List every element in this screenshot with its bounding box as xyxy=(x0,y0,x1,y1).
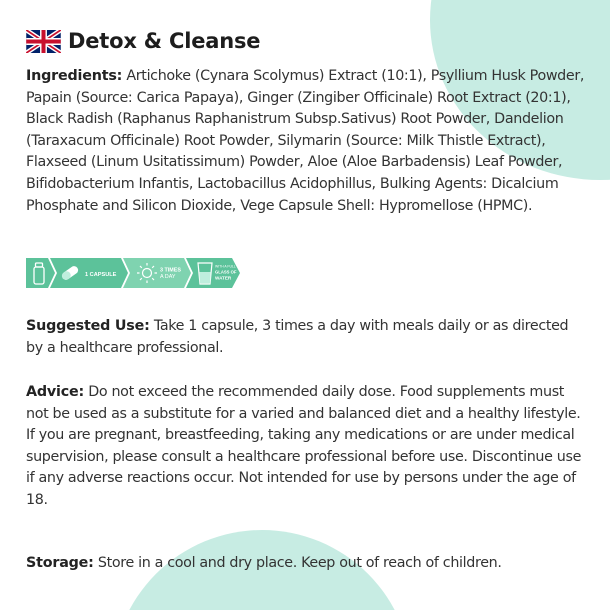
suggested-use-label: Suggested Use: xyxy=(26,318,150,334)
water-text-line3: WATER xyxy=(215,275,232,281)
capsule-text: 1 CAPSULE xyxy=(85,272,117,278)
page-title: Detox & Cleanse xyxy=(68,29,261,53)
title-row xyxy=(26,28,586,54)
dosage-graphic xyxy=(26,255,241,291)
times-text-line2: A DAY xyxy=(160,274,176,280)
suggested-use-section xyxy=(26,316,586,359)
storage-text: Store in a cool and dry place. Keep out of reach of children. xyxy=(93,555,502,571)
ingredients-label: Ingredients: xyxy=(26,68,123,84)
uk-flag-icon xyxy=(26,30,61,53)
water-text-line1: WITH A FULL xyxy=(215,264,236,269)
suggested-use-text: Take 1 capsule, 3 times a day with meals daily or as directed by a healthcare professional. xyxy=(26,318,569,356)
storage-section xyxy=(26,553,586,575)
advice-label: Advice: xyxy=(26,384,85,400)
product-info xyxy=(26,28,586,571)
water-text-line2: GLASS OF xyxy=(215,269,237,275)
ingredients-section xyxy=(26,66,586,217)
storage-label: Storage: xyxy=(26,555,94,571)
ingredients-text: Artichoke (Cynara Scolymus) Extract (10:1), Psyllium Husk Powder, Papain (Source: Carica Papaya), Ginger (Zingiber Officinale) Root Extract (20:1), Black Radish (Raphanus Raphanistrum Subsp.Sativus) Root Powder, Dandelion (Taraxacum Officinale) Root Powder, Silymarin (Source: Milk Thistle Extract), Flaxseed (Linum Usitatissimum) Powder, Aloe (Aloe Barbadensis) Leaf Powder, Bifidobacterium Infantis, Lactobacillus Acidophillus, Bulking Agents: Dicalcium Phosphate and Silicon Dioxide, Vege Capsule Shell: Hypromellose (HPMC). xyxy=(26,68,585,214)
advice-text: Do not exceed the recommended daily dose. Food supplements must not be used as a substitute for a varied and balanced diet and a healthy lifestyle. If you are pregnant, breastfeeding, taking any medications or are under medical supervision, please consult a healthcare professional before use. Discontinue use if any adverse reactions occur. Not intended for use by persons under the age of 18. xyxy=(26,384,582,508)
advice-section xyxy=(26,382,586,512)
times-text-line1: 3 TIMES xyxy=(160,267,181,274)
